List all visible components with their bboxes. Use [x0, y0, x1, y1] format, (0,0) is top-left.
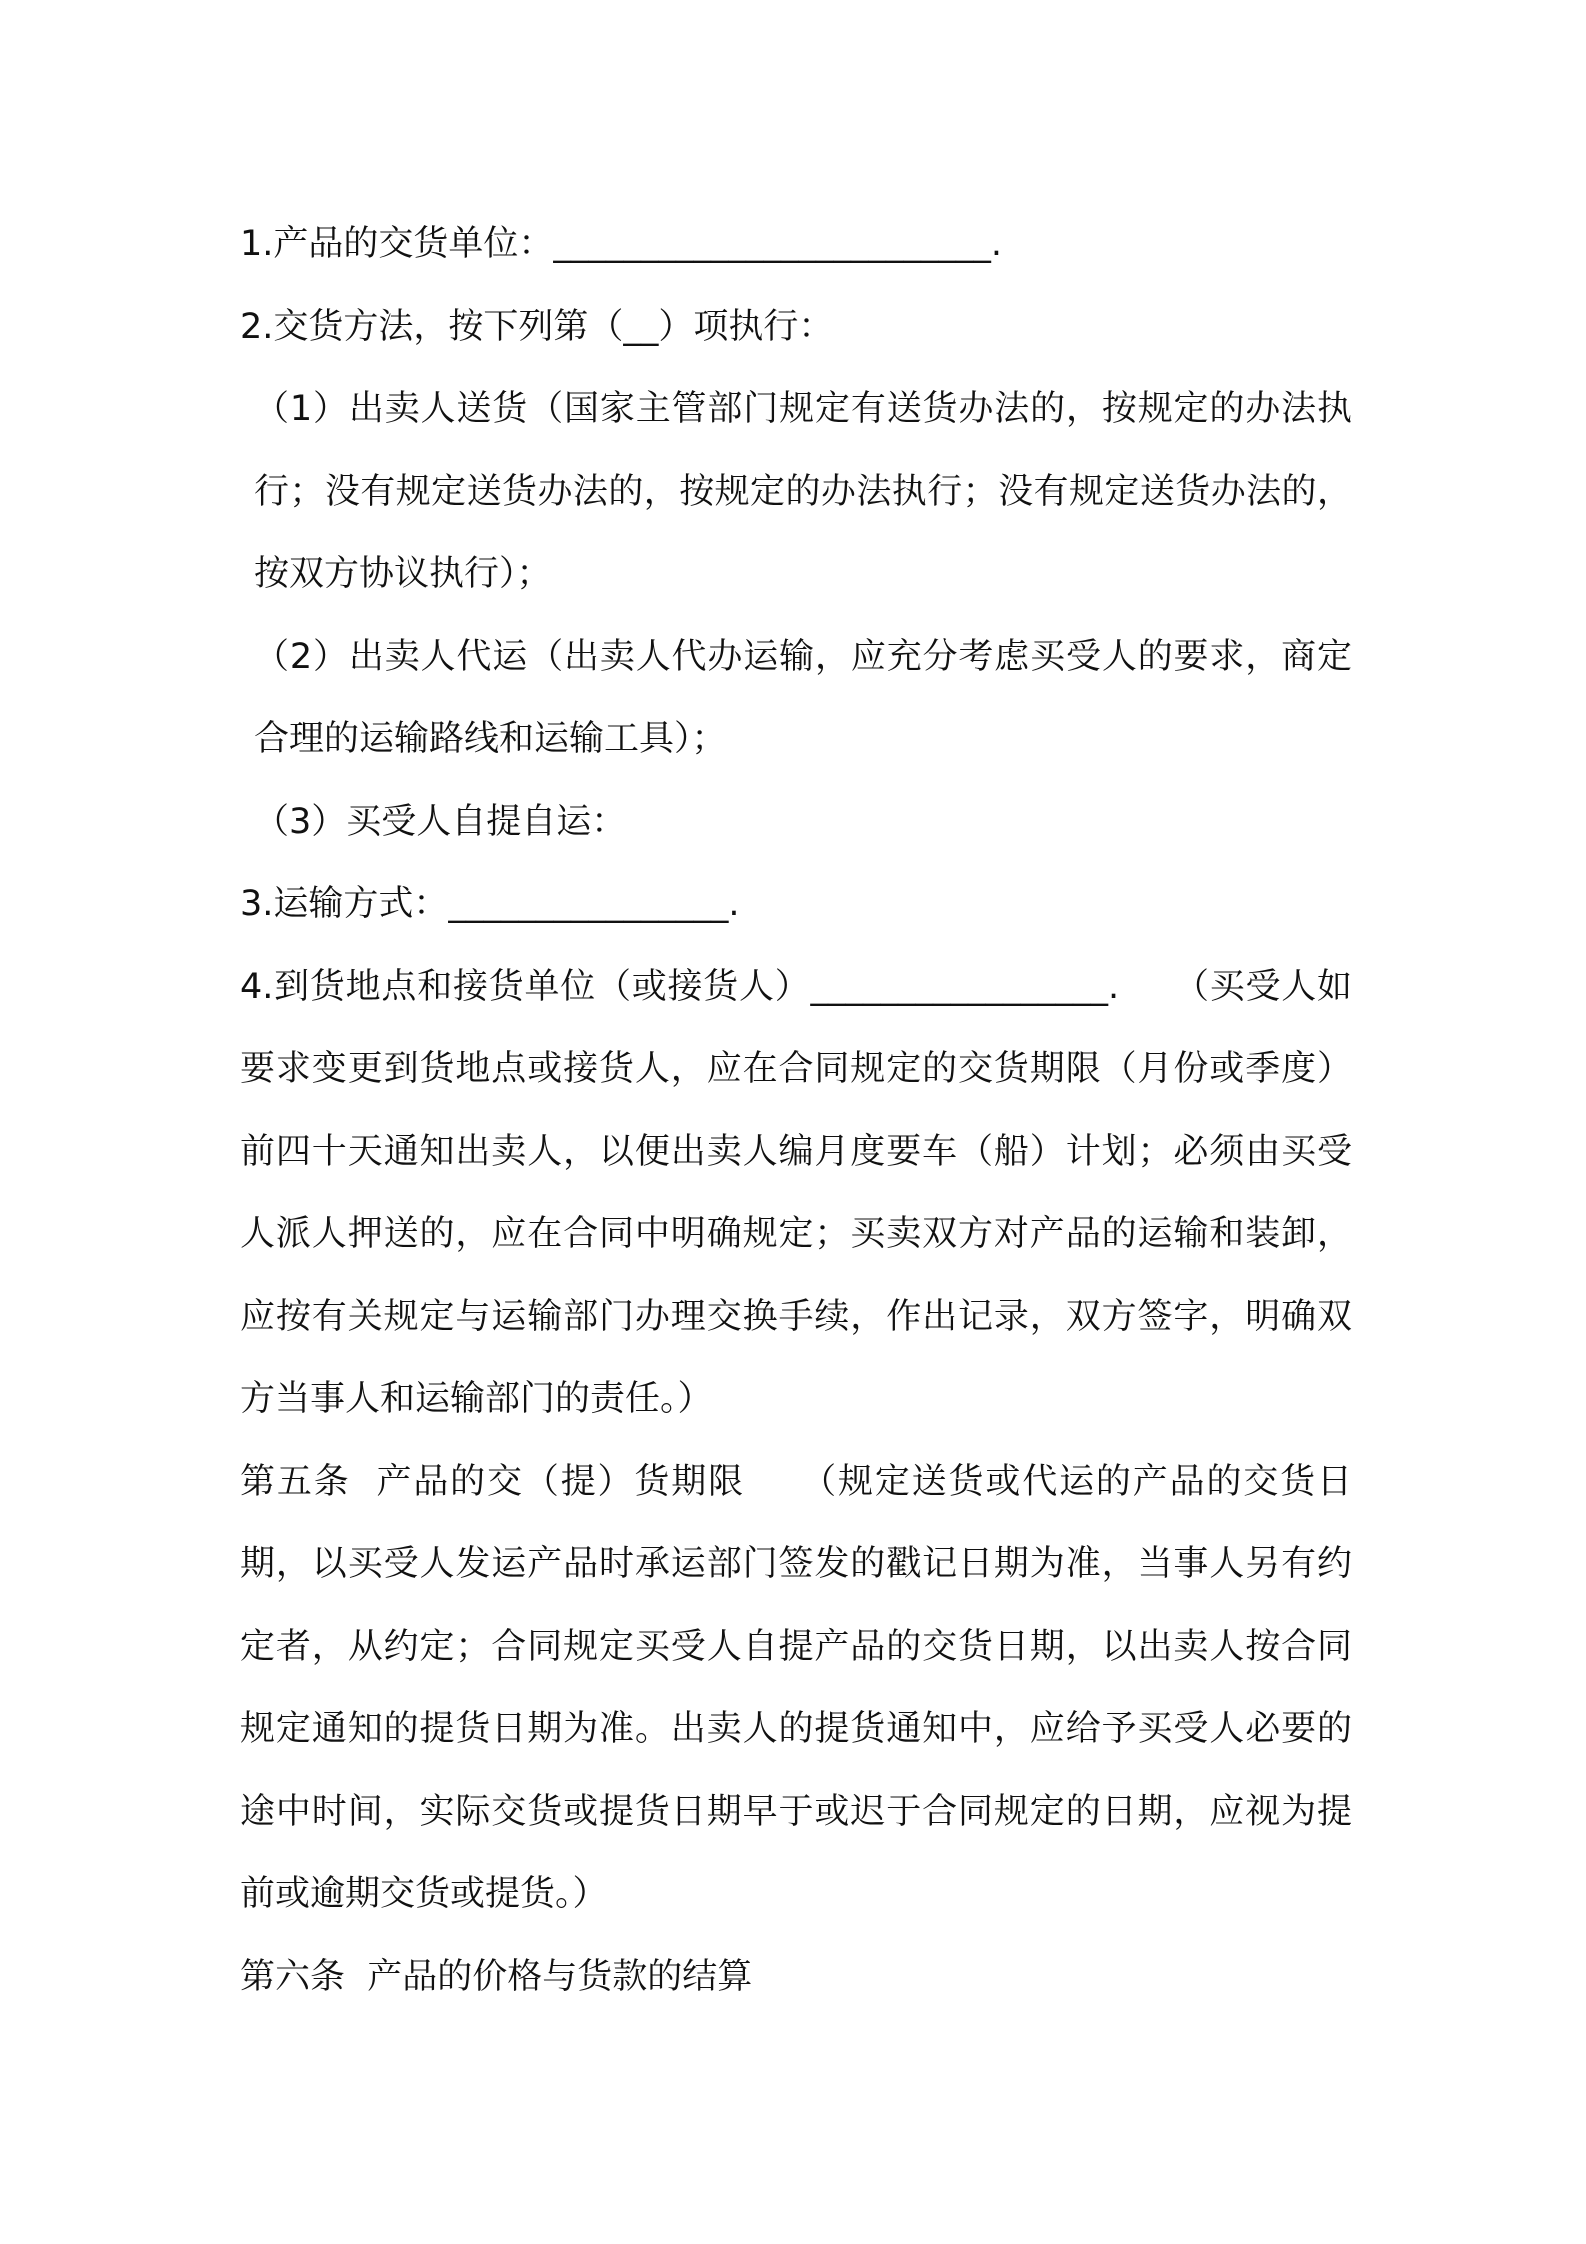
document-body [240, 203, 1352, 2018]
delivery-unit-line: 1.产品的交货单位：_________________________. [240, 224, 1003, 264]
article-6-heading: 第六条 产品的价格与货款的结算 [240, 1956, 753, 1997]
article-5-paragraph: 第五条 产品的交（提）货期限 （规定送货或代运的产品的交货日期，以买受人发运产品时承运部门签发的戳记日期为准，当事人另有约定者，从约定；合同规定买受人自提产品的交货日期，以出卖人按合同规定通知的提货日期为准。出卖人的提货通知中，应给予买受人必要的途中时间，实际交货或提货日期早于或迟于合同规定的日期，应视为提前或逾期交货或提货。） [240, 1461, 1352, 1914]
destination-receiver-paragraph: 4.到货地点和接货单位（或接货人）_________________. （买受人如要求变更到货地点或接货人，应在合同规定的交货期限（月份或季度）前四十天通知出卖人，以便出卖人编月度要车（船）计划；必须由买受人派人押送的，应在合同中明确规定；买卖双方对产品的运输和装卸，应按有关规定与运输部门办理交换手续，作出记录，双方签字，明确双方当事人和运输部门的责任。） [240, 966, 1352, 1419]
option-seller-ships: （2）出卖人代运（出卖人代办运输，应充分考虑买受人的要求，商定合理的运输路线和运输工具）； [254, 636, 1352, 759]
transport-method-line: 3.运输方式：________________. [240, 884, 740, 924]
option-buyer-pickup: （3）买受人自提自运： [254, 801, 627, 842]
delivery-method-line: 2.交货方法，按下列第（__）项执行： [240, 306, 834, 347]
option-seller-delivers: （1）出卖人送货（国家主管部门规定有送货办法的，按规定的办法执行；没有规定送货办法的，按规定的办法执行；没有规定送货办法的，按双方协议执行）； [254, 389, 1352, 594]
